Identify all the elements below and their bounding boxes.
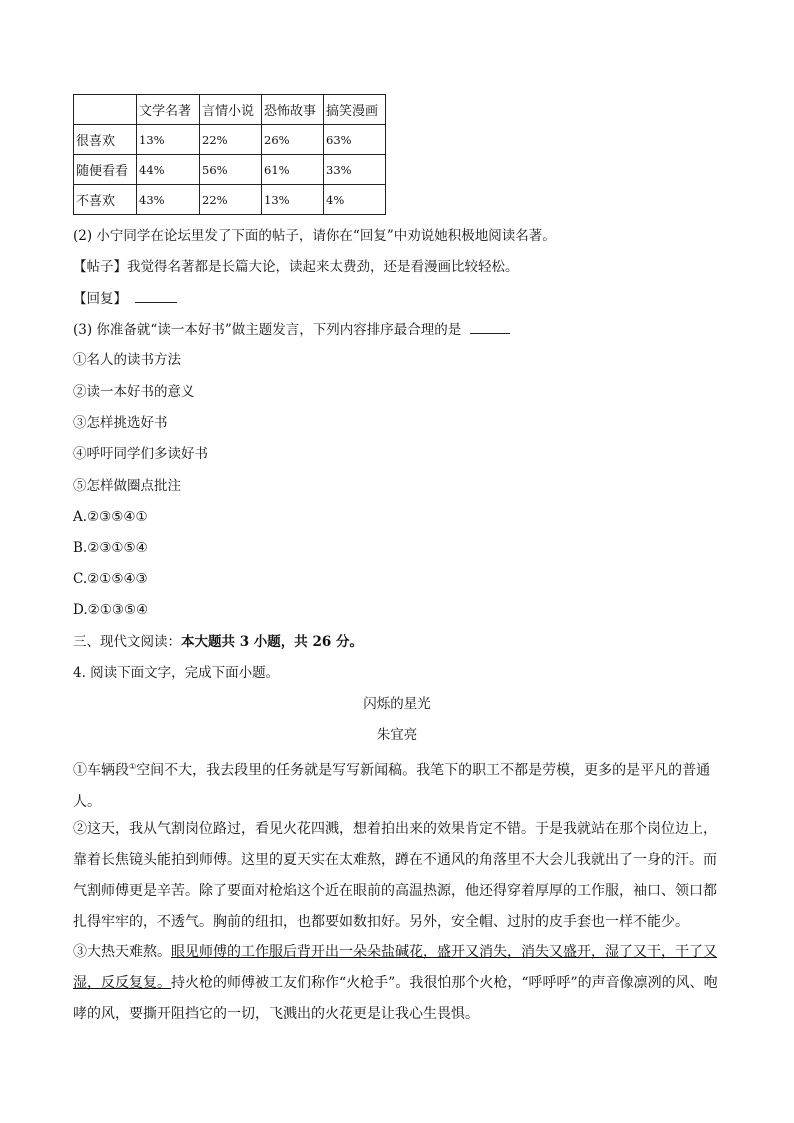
table-cell: 63% (324, 125, 386, 155)
table-cell: 61% (262, 155, 324, 185)
paragraph-1 (73, 751, 723, 818)
list-item: ①名人的读书方法 (73, 352, 181, 368)
section-3-info: 本大题共 3 小题，共 26 分。 (181, 634, 363, 650)
table-cell: 33% (324, 155, 386, 185)
list-item: ④呼吁同学们多读好书 (73, 446, 208, 462)
paragraph-1-rest: 空间不大，我去段里的任务就是写写新闻稿。我笔下的职工不都是劳模，更多的是平凡的普通人。 (73, 762, 711, 810)
reply-answer-blank[interactable] (135, 288, 177, 303)
underlined-sentence: 眼见师傅的工作服后背开出一朵朵盐碱花，盛开又消失，消失又盛开，湿了又干，干了又湿，反反复复。 (73, 944, 717, 991)
table-header-row (74, 95, 386, 125)
table-cell: 13% (262, 185, 324, 215)
list-item: ③怎样挑选好书 (73, 415, 168, 431)
table-row (74, 155, 386, 185)
reply-label: 【回复】 (73, 291, 127, 307)
table-cell: 4% (324, 185, 386, 215)
table-cell: 22% (200, 125, 262, 155)
option-b: B.②③①⑤④ (73, 540, 148, 556)
table-row-label: 随便看看 (74, 155, 137, 185)
list-item: ②读一本好书的意义 (73, 384, 195, 400)
option-d: D.②①③⑤④ (73, 602, 149, 618)
article-title: 闪烁的星光 (363, 696, 431, 712)
article-author: 朱宜亮 (376, 727, 418, 743)
question-3-answer-blank[interactable] (470, 319, 510, 334)
table-header-cell: 恐怖故事 (262, 95, 324, 125)
question-3-line (73, 319, 510, 340)
table-cell: 56% (200, 155, 262, 185)
question-4-prompt: 4. 阅读下面文字，完成下面小题。 (73, 665, 280, 681)
table-header-cell: 文学名著 (137, 95, 200, 125)
table-row (74, 125, 386, 155)
section-3-heading (73, 632, 363, 652)
paragraph-1-start: ①车辆段 (73, 762, 129, 779)
table-cell: 44% (137, 155, 200, 185)
section-3-title: 三、现代文阅读： (73, 634, 181, 650)
table-header-cell: 言情小说 (200, 95, 262, 125)
table-row-label: 不喜欢 (74, 185, 137, 215)
table-cell: 43% (137, 185, 200, 215)
question-3-prompt: (3) 你准备就“读一本好书”做主题发言，下列内容排序最合理的是 (73, 322, 462, 338)
question-2-prompt: (2) 小宁同学在论坛里发了下面的帖子，请你在“回复”中劝说她积极地阅读名著。 (73, 228, 556, 244)
table-cell: 26% (262, 125, 324, 155)
option-c: C.②①⑤④③ (73, 571, 148, 587)
footnote-marker: ① (129, 762, 137, 771)
table-header-cell: 搞笑漫画 (324, 95, 386, 125)
list-item: ⑤怎样做圈点批注 (73, 478, 181, 494)
reply-line (73, 288, 177, 309)
paragraph-2: ②这天，我从气割岗位路过，看见火花四溅，想着拍出来的效果肯定不错。于是我就站在那个岗位边上，靠着长焦镜头能拍到师傅。这里的夏天实在太难熬，蹲在不通风的角落里不大会儿我就出了一身的汗。而气割师傅更是辛苦。除了要面对枪焰这个近在眼前的高温热源，他还得穿着厚厚的工作服，袖口、领口都扎得牢牢的，不透气。胸前的纽扣，也都要如数扣好。另外，安全帽、过肘的皮手套也一样不能少。 (73, 821, 717, 930)
table-row (74, 185, 386, 215)
table-cell: 13% (137, 125, 200, 155)
paragraph-3-start: ③大热天难熬。 (73, 944, 171, 960)
table-cell: 22% (200, 185, 262, 215)
forum-post: 【帖子】我觉得名著都是长篇大论，读起来太费劲，还是看漫画比较轻松。 (73, 259, 519, 275)
table-row-label: 很喜欢 (74, 125, 137, 155)
paragraph-3 (73, 937, 723, 1030)
reading-survey-table (73, 94, 386, 215)
option-a: A.②③⑤④① (73, 509, 148, 525)
table-header-cell (74, 95, 137, 125)
paragraph-3-rest: 持火枪的师傅被工友们称作“火枪手”。我很怕那个火枪，“呼呼呼”的声音像凛冽的风、咆哮的风，要撕开阻挡它的一切，飞溅出的火花更是让我心生畏惧。 (73, 975, 718, 1022)
